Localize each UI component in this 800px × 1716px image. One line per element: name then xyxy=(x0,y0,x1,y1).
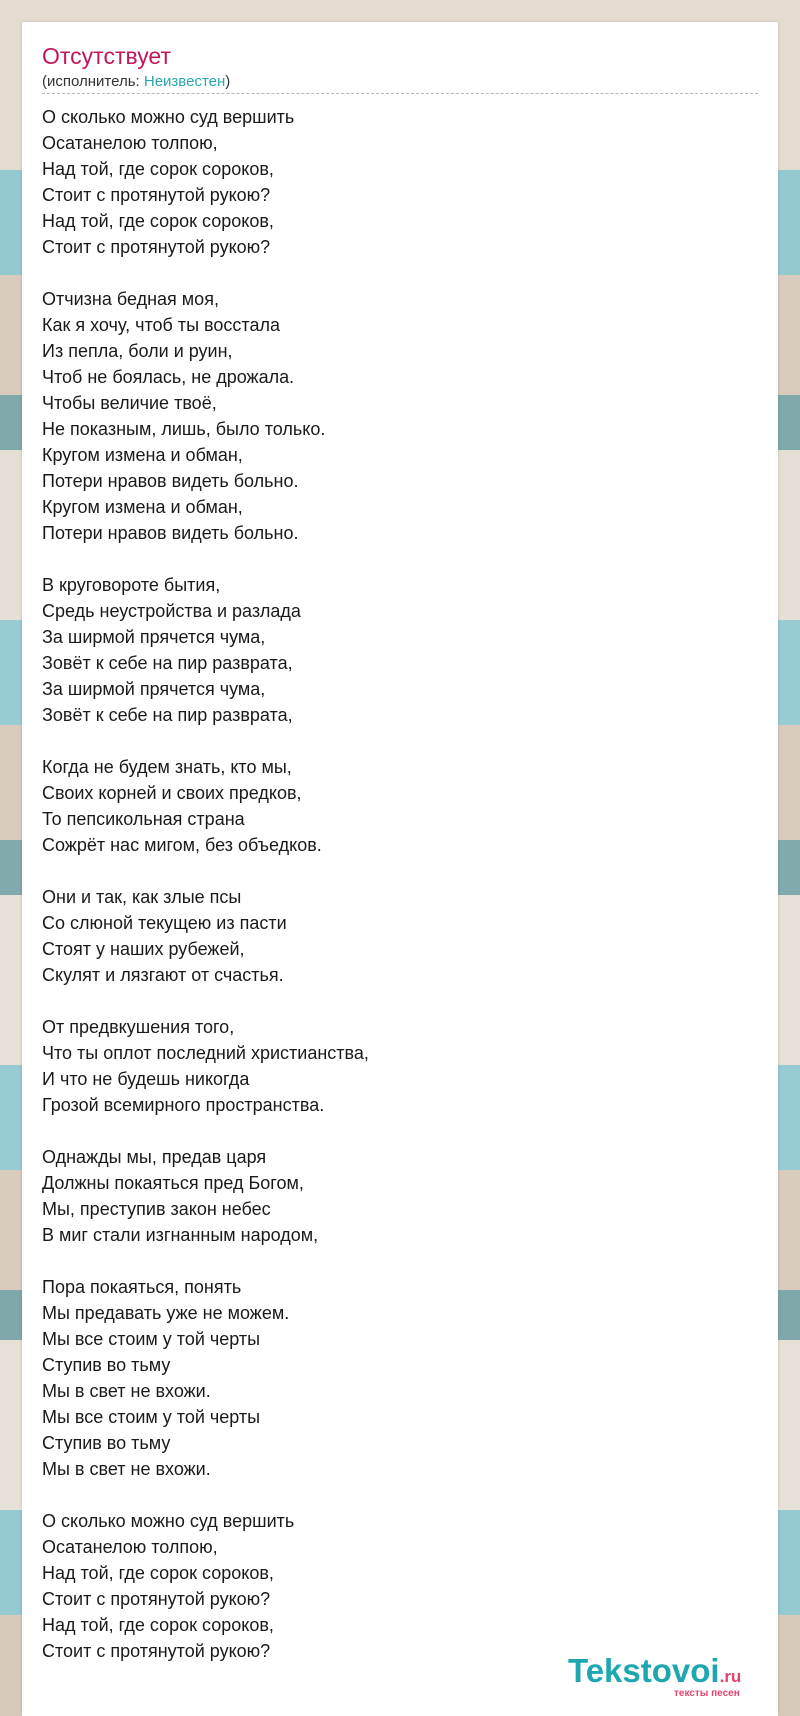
lyrics-stanza xyxy=(42,1014,742,1118)
lyric-line: Над той, где сорок сороков, xyxy=(42,1615,274,1635)
lyric-line: Мы, преступив закон небес xyxy=(42,1199,271,1219)
lyric-line: Потери нравов видеть больно. xyxy=(42,523,299,543)
lyric-line: В миг стали изгнанным народом, xyxy=(42,1225,319,1245)
lyric-line: Своих корней и своих предков, xyxy=(42,783,302,803)
lyric-line: Что ты оплот последний христианства, xyxy=(42,1043,369,1063)
lyric-line: Ступив во тьму xyxy=(42,1433,171,1453)
lyric-line: Стоит с протянутой рукою? xyxy=(42,1641,271,1661)
lyrics-stanza xyxy=(42,754,742,858)
lyric-line: Они и так, как злые псы xyxy=(42,887,242,907)
site-logo[interactable] xyxy=(568,1652,778,1702)
lyric-line: Кругом измена и обман, xyxy=(42,445,243,465)
lyric-line: Мы в свет не вхожи. xyxy=(42,1381,211,1401)
artist-link[interactable]: Неизвестен xyxy=(143,73,226,90)
lyric-line: Зовёт к себе на пир разврата, xyxy=(42,705,293,725)
lyrics-stanza xyxy=(42,572,742,728)
lyric-line: Потери нравов видеть больно. xyxy=(42,471,299,491)
lyric-line: Осатанелою толпою, xyxy=(42,1537,218,1557)
lyric-line: Когда не будем знать, кто мы, xyxy=(42,757,292,777)
lyric-line: Чтобы величие твоё, xyxy=(42,393,217,413)
lyrics-stanza xyxy=(42,1274,742,1482)
lyric-line: Над той, где сорок сороков, xyxy=(42,211,274,231)
lyric-line: В круговороте бытия, xyxy=(42,575,221,595)
lyric-line: Кругом измена и обман, xyxy=(42,497,243,517)
lyrics-stanza xyxy=(42,104,742,260)
title-divider xyxy=(42,93,758,94)
lyric-line: Должны покаяться пред Богом, xyxy=(42,1173,304,1193)
lyric-line: Из пепла, боли и руин, xyxy=(42,341,233,361)
artist-suffix: ) xyxy=(225,73,231,90)
lyric-line: Мы в свет не вхожи. xyxy=(42,1459,211,1479)
lyrics-stanza xyxy=(42,286,742,546)
lyric-line: Осатанелою толпою, xyxy=(42,133,218,153)
lyric-line: Стоит с протянутой рукою? xyxy=(42,185,271,205)
lyric-line: Сожрёт нас мигом, без объедков. xyxy=(42,835,322,855)
lyric-line: Чтоб не боялась, не дрожала. xyxy=(42,367,295,387)
logo-tld: .ru xyxy=(719,1667,742,1686)
lyric-line: Не показным, лишь, было только. xyxy=(42,419,326,439)
lyric-line: За ширмой прячется чума, xyxy=(42,627,266,647)
lyric-line: То пепсикольная страна xyxy=(42,809,245,829)
lyric-line: Пора покаяться, понять xyxy=(42,1277,242,1297)
lyric-line: Мы предавать уже не можем. xyxy=(42,1303,290,1323)
lyrics-text xyxy=(42,104,742,1690)
lyric-line: Средь неустройства и разлада xyxy=(42,601,301,621)
artist-prefix: (исполнитель: xyxy=(42,73,144,90)
lyric-line: Скулят и лязгают от счастья. xyxy=(42,965,284,985)
logo-name: Tekstovoi xyxy=(568,1652,720,1689)
artist-line xyxy=(42,72,230,92)
song-title: Отсутствует xyxy=(42,43,171,69)
lyric-line: Как я хочу, чтоб ты восстала xyxy=(42,315,280,335)
lyric-line: О сколько можно суд вершить xyxy=(42,107,295,127)
lyric-line: Мы все стоим у той черты xyxy=(42,1329,261,1349)
lyric-line: Над той, где сорок сороков, xyxy=(42,159,274,179)
lyrics-stanza xyxy=(42,884,742,988)
lyric-line: И что не будешь никогда xyxy=(42,1069,250,1089)
lyric-line: Стоят у наших рубежей, xyxy=(42,939,245,959)
lyric-line: Зовёт к себе на пир разврата, xyxy=(42,653,293,673)
lyric-line: Стоит с протянутой рукою? xyxy=(42,237,271,257)
lyric-line: Отчизна бедная моя, xyxy=(42,289,219,309)
lyric-line: Над той, где сорок сороков, xyxy=(42,1563,274,1583)
lyrics-stanza xyxy=(42,1508,742,1664)
lyric-line: От предвкушения того, xyxy=(42,1017,235,1037)
lyric-line: Мы все стоим у той черты xyxy=(42,1407,261,1427)
logo-tagline: тексты песен xyxy=(674,1688,740,1699)
lyric-line: О сколько можно суд вершить xyxy=(42,1511,295,1531)
lyric-line: Грозой всемирного пространства. xyxy=(42,1095,325,1115)
lyric-line: Со слюной текущею из пасти xyxy=(42,913,287,933)
lyric-line: Однажды мы, предав царя xyxy=(42,1147,267,1167)
lyrics-stanza xyxy=(42,1144,742,1248)
lyric-line: Стоит с протянутой рукою? xyxy=(42,1589,271,1609)
lyric-line: Ступив во тьму xyxy=(42,1355,171,1375)
lyric-line: За ширмой прячется чума, xyxy=(42,679,266,699)
